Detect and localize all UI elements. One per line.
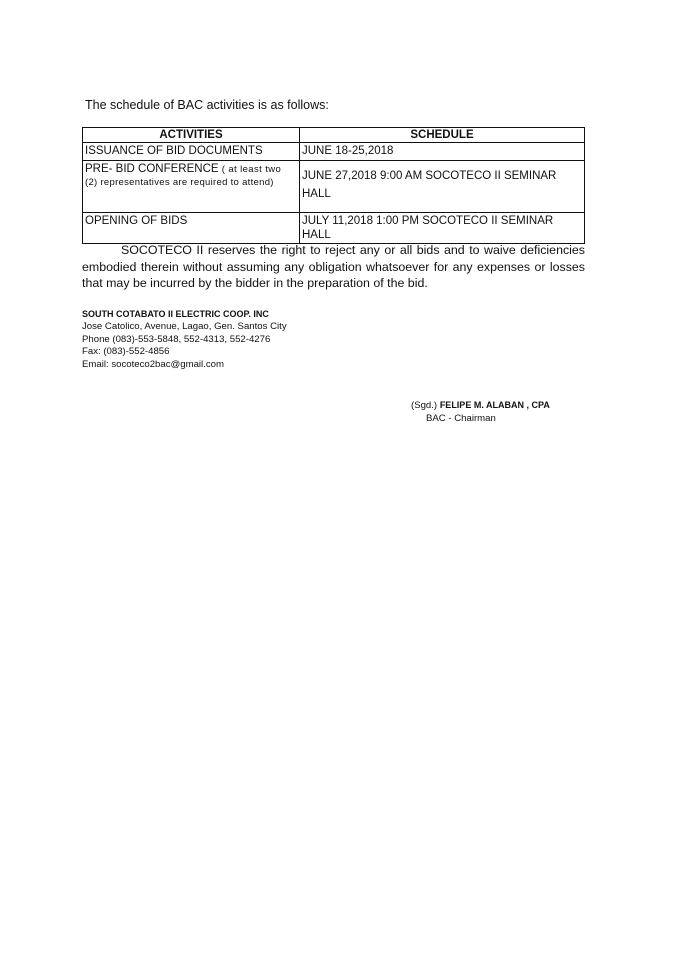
activity-note: ( at least two xyxy=(221,164,282,175)
intro-text: The schedule of BAC activities is as follows: xyxy=(85,98,329,112)
org-email: Email: socoteco2bac@gmail.com xyxy=(82,359,224,371)
table-row xyxy=(83,143,585,161)
table-row xyxy=(83,213,585,244)
column-header-schedule: SCHEDULE xyxy=(300,128,585,143)
organization-block xyxy=(82,308,287,372)
reservation-paragraph xyxy=(82,242,585,292)
schedule-cell: JULY 11,2018 1:00 PM SOCOTECO II SEMINAR HALL xyxy=(300,213,585,244)
activity-note-continued: (2) representatives are required to attend) xyxy=(85,177,274,188)
org-fax: Fax: (083)-552-4856 xyxy=(82,346,170,358)
signature-block xyxy=(411,399,550,426)
schedule-table xyxy=(82,127,585,244)
activity-cell xyxy=(83,161,300,213)
activity-cell: ISSUANCE OF BID DOCUMENTS xyxy=(83,143,300,161)
activity-cell: OPENING OF BIDS xyxy=(83,213,300,244)
schedule-cell: JUNE 18-25,2018 xyxy=(300,143,585,161)
schedule-cell: JUNE 27,2018 9:00 AM SOCOTECO II SEMINAR HALL xyxy=(300,161,585,213)
activity-label: PRE- BID CONFERENCE xyxy=(85,163,219,175)
signatory-role: BAC - Chairman xyxy=(426,412,496,424)
table-header-row xyxy=(83,128,585,143)
paragraph-text: SOCOTECO II reserves the right to reject any or all bids and to waive deficiencies embodied therein without assuming any obligation whatsoever for any expenses or losses that may be incurred by the bidder in the preparation of the bid. xyxy=(82,243,585,290)
org-phone: Phone (083)-553-5848, 552-4313, 552-4276 xyxy=(82,333,271,345)
signature-prefix: (Sgd.) xyxy=(411,400,438,411)
org-name: SOUTH COTABATO II ELECTRIC COOP. INC xyxy=(82,309,269,319)
signatory-name: FELIPE M. ALABAN , CPA xyxy=(439,400,550,410)
table-row xyxy=(83,161,585,213)
column-header-activities: ACTIVITIES xyxy=(83,128,300,143)
org-address: Jose Catolico, Avenue, Lagao, Gen. Santos City xyxy=(82,320,287,332)
